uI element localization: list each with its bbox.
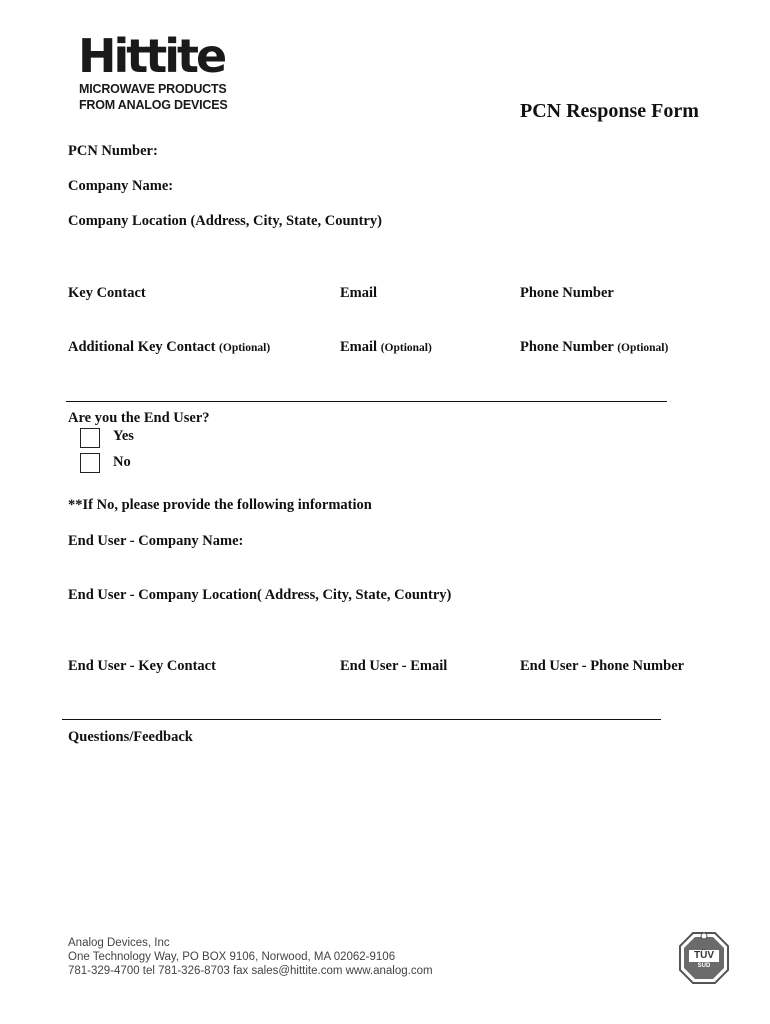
company-location-label: Company Location (Address, City, State, Country) — [68, 213, 382, 229]
questions-feedback-label: Questions/Feedback — [68, 729, 193, 745]
end-user-email-label: End User - Email — [340, 658, 448, 674]
additional-email-label — [340, 339, 432, 356]
end-user-company-name-label: End User - Company Name: — [68, 533, 244, 549]
logo-tagline-line2: FROM ANALOG DEVICES — [79, 98, 228, 112]
tuv-mark: TÜV — [694, 950, 714, 961]
key-contact-label: Key Contact — [68, 285, 146, 301]
end-user-company-location-label: End User - Company Location( Address, City, State, Country) — [68, 587, 452, 603]
end-user-question: Are you the End User? — [68, 410, 210, 426]
if-no-instruction: **If No, please provide the following information — [68, 497, 372, 513]
footer-contact: 781-329-4700 tel 781-326-8703 fax sales@hittite.com www.analog.com — [68, 965, 433, 977]
phone-number-label: Phone Number — [520, 285, 614, 301]
pcn-number-label: PCN Number: — [68, 143, 158, 159]
additional-phone-label — [520, 339, 668, 356]
optional-tag: (Optional) — [380, 342, 432, 354]
yes-checkbox[interactable] — [80, 428, 100, 448]
form-title: PCN Response Form — [520, 100, 699, 122]
end-user-key-contact-label: End User - Key Contact — [68, 658, 216, 674]
optional-tag: (Optional) — [219, 342, 271, 354]
email-label: Email — [340, 285, 378, 301]
section-divider — [62, 719, 661, 720]
additional-key-contact-label — [68, 339, 270, 356]
no-label: No — [113, 454, 131, 470]
company-name-label: Company Name: — [68, 178, 174, 194]
footer-address: One Technology Way, PO BOX 9106, Norwood, MA 02062-9106 — [68, 951, 396, 963]
section-divider — [66, 401, 667, 402]
footer-company: Analog Devices, Inc — [68, 937, 170, 949]
additional-phone-text: Phone Number — [520, 339, 614, 355]
tuv-sub: SÜD — [697, 963, 711, 969]
tuv-certification-badge — [678, 931, 730, 985]
no-checkbox[interactable] — [80, 453, 100, 473]
optional-tag: (Optional) — [617, 342, 669, 354]
hittite-logo-wordmark: Hittite — [78, 29, 225, 83]
end-user-phone-label: End User - Phone Number — [520, 658, 685, 674]
additional-email-text: Email — [340, 339, 378, 355]
yes-label: Yes — [113, 428, 134, 444]
additional-key-contact-text: Additional Key Contact — [68, 339, 216, 355]
logo-tagline-line1: MICROWAVE PRODUCTS — [79, 82, 227, 96]
